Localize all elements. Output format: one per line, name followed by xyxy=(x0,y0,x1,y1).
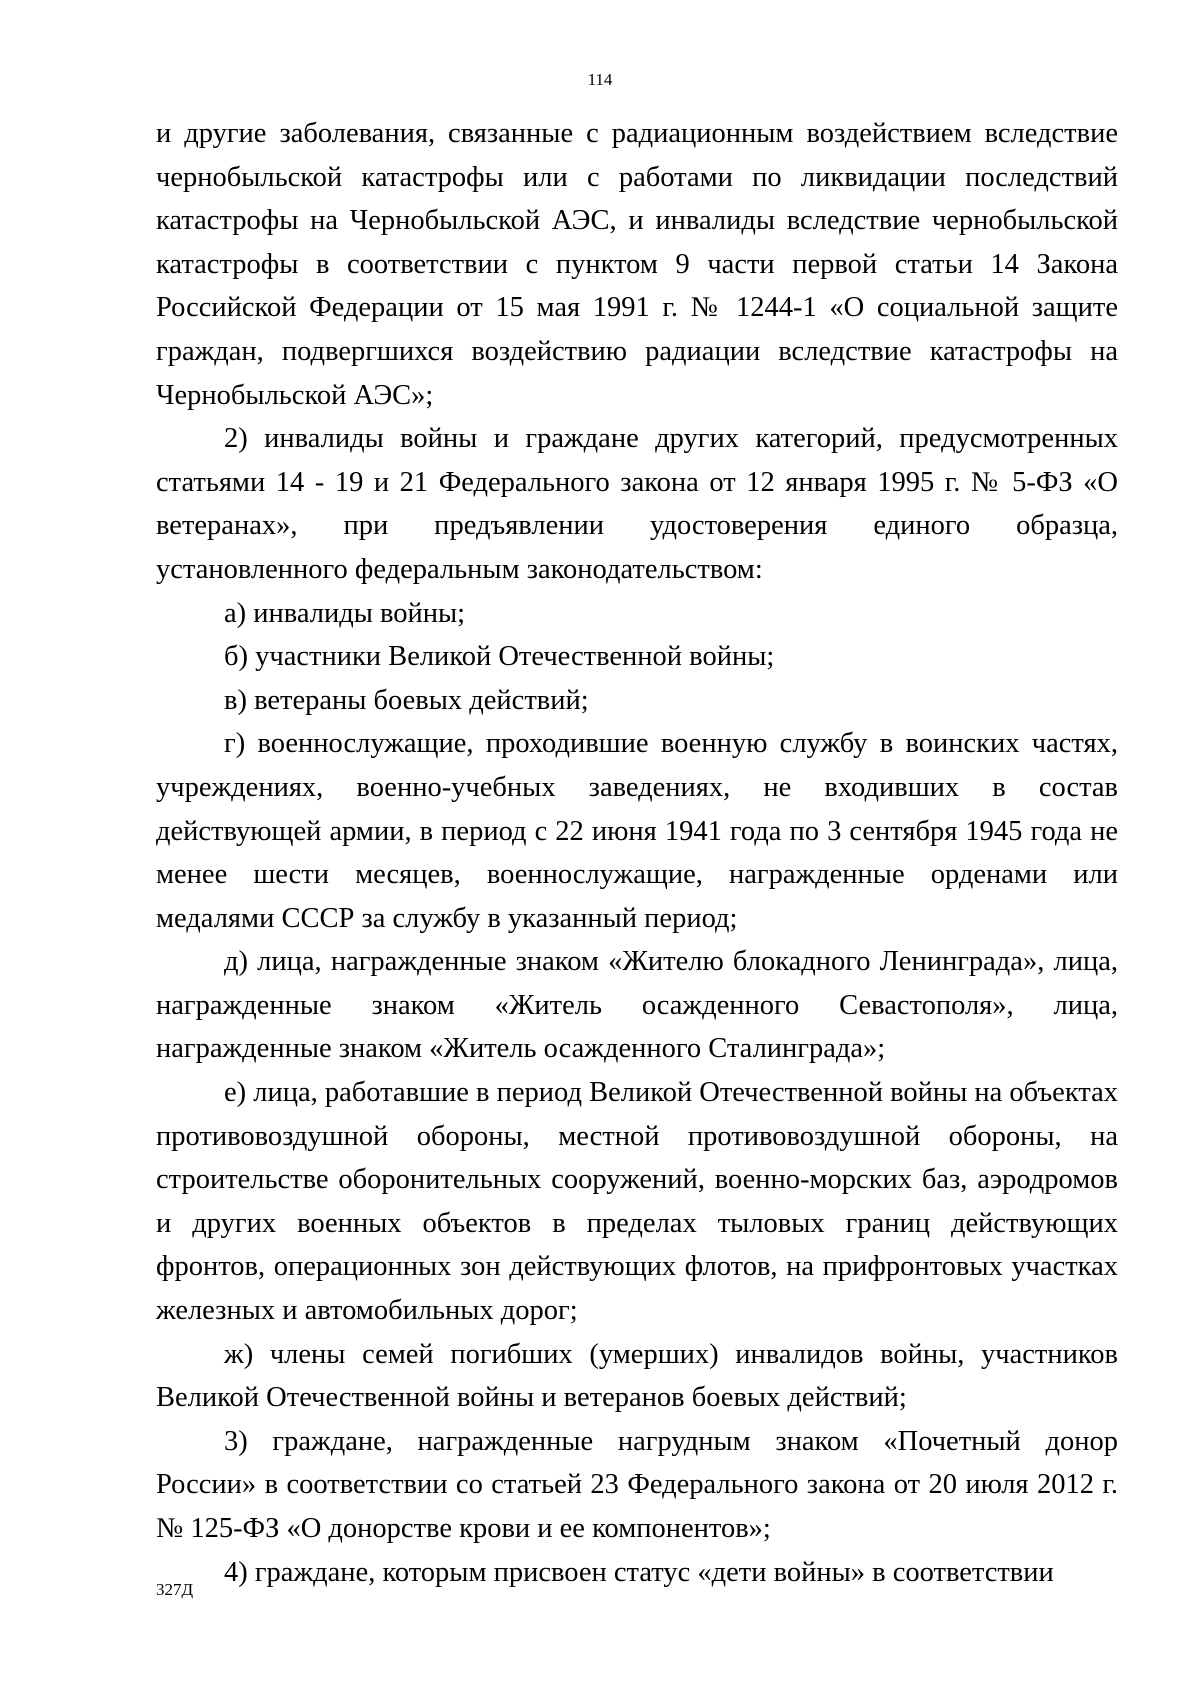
paragraph-subitem-e: е) лица, работавшие в период Великой Отечественной войны на объектах противовоздушной обороны, местной противовоздушной обороны, на строительстве оборонительных сооружений, военно-морских баз, аэродромов и других военных объектов в пределах тыловых границ действующих фронтов, операционных зон действующих флотов, на прифронтовых участках железных и автомобильных дорог; xyxy=(156,1077,1119,1327)
paragraph-subitem-g: г) военнослужащие, проходившие военную службу в воинских частях, учреждениях, военно-учебных заведениях, не входивших в состав действующей армии, в период с 22 июня 1941 года по 3 сентября 1945 года не менее шести месяцев, военнослужащие, награжденные орденами или медалями СССР за службу в указанный период; xyxy=(156,728,1118,934)
paragraph-item-2: 2) инвалиды войны и граждане других категорий, предусмотренных статьями 14 - 19 и 21 Федерального закона от 12 января 1995 г. № 5-ФЗ «О ветеранах», при предъявлении удостоверения единого образца, установленного федеральным законодательством: xyxy=(156,423,1118,585)
paragraph-subitem-a: а) инвалиды войны; xyxy=(224,597,466,629)
paragraph-item-3: 3) граждане, награжденные нагрудным знаком «Почетный донор России» в соответствии со статьей 23 Федерального закона от 20 июля 2012 г. № 125-ФЗ «О донорстве крови и ее компонентов»; xyxy=(156,1425,1118,1544)
paragraph-subitem-b: б) участники Великой Отечественной войны; xyxy=(224,641,775,673)
paragraph-item-4: 4) граждане, которым присвоен статус «дети войны» в соответствии xyxy=(224,1556,1054,1588)
paragraph-subitem-d: д) лица, награжденные знаком «Жителю блокадного Ленинграда», лица, награжденные знаком «Житель осажденного Севастополя», лица, награжденные знаком «Житель осажденного Сталинграда»; xyxy=(156,946,1118,1065)
document-code: 327Д xyxy=(156,1580,194,1599)
document-body xyxy=(156,112,1118,1594)
paragraph-subitem-v: в) ветераны боевых действий; xyxy=(224,684,589,716)
page-number: 114 xyxy=(587,70,613,89)
paragraph-continuation: и другие заболевания, связанные с радиационным воздействием вследствие чернобыльской катастрофы или с работами по ликвидации последствий катастрофы на Чернобыльской АЭС, и инвалиды вследствие чернобыльской катастрофы в соответствии с пунктом 9 части первой статьи 14 Закона Российской Федерации от 15 мая 1991 г. № 1244-1 «О социальной защите граждан, подвергшихся воздействию радиации вследствие катастрофы на Чернобыльской АЭС»; xyxy=(156,118,1118,411)
paragraph-subitem-zh: ж) члены семей погибших (умерших) инвалидов войны, участников Великой Отечественной войны и ветеранов боевых действий; xyxy=(156,1338,1118,1414)
